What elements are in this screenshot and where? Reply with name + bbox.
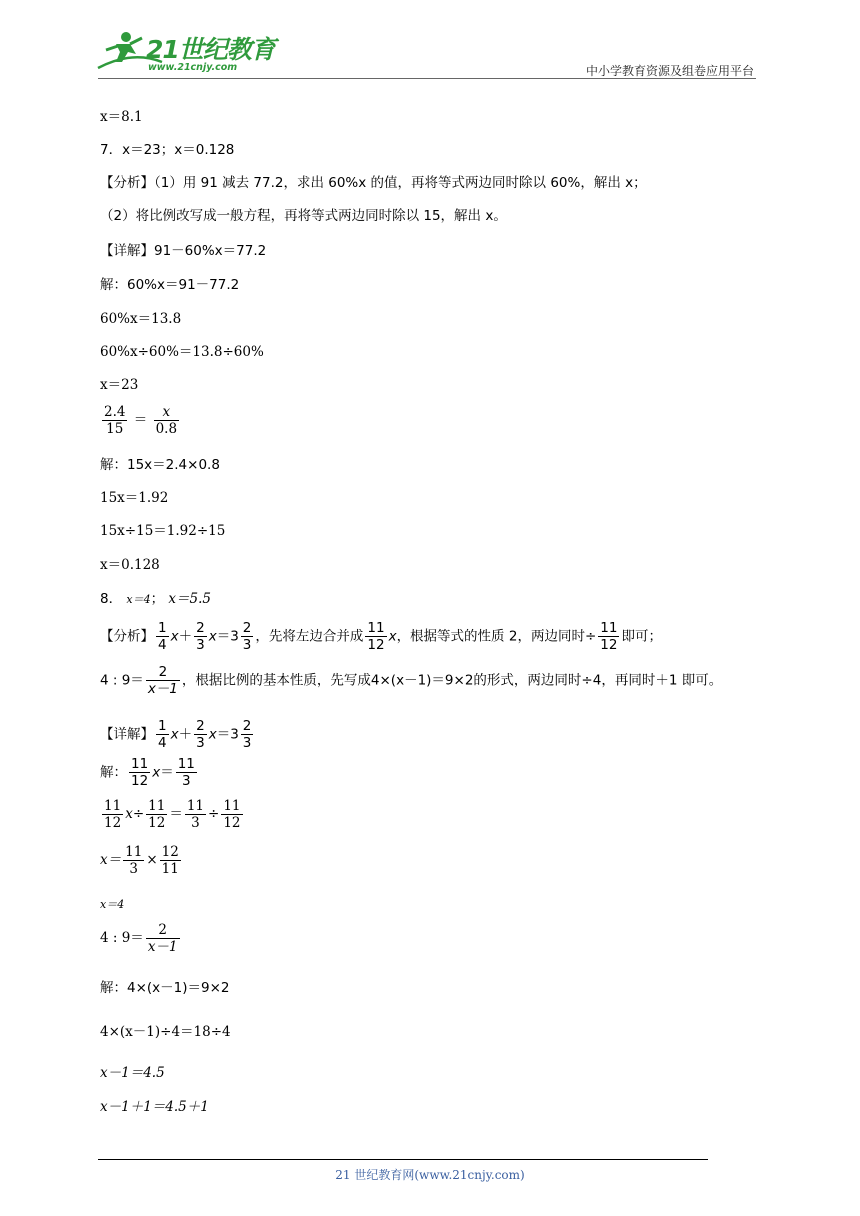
- solution-line: 解：60%x＝91－77.2: [100, 277, 240, 293]
- solution-line: 15x÷15＝1.92÷15: [100, 523, 226, 539]
- detail-line: 【详解】91－60%x＝77.2: [100, 243, 267, 259]
- proportion-equation: $\frac{2.4}{15}$ ＝ $\frac{x}{0.8}$: [104, 404, 178, 437]
- platform-name: 中小学教育资源及组卷应用平台: [585, 64, 754, 78]
- detail-line: 【详解】 $\frac{1}{4}$ x＋ $\frac{2}{3}$ x＝3 $\frac{2}{3}$: [100, 718, 252, 751]
- logo-text: 21世纪教育: [146, 35, 275, 64]
- solution-line: x＝0.128: [100, 557, 160, 573]
- answer-line: 8． x＝4； x＝5.5: [100, 591, 211, 607]
- footer-divider: [98, 1159, 708, 1160]
- analysis-line: 4 : 9＝ $\frac{2}{x-1}$ ，根据比例的基本性质，先写成4×(x－1)＝9×2的形式，两边同时÷4，再同时＋1 即可。: [100, 664, 723, 697]
- fraction: $\frac{x}{0.8}$: [155, 404, 178, 437]
- solution-line: x－1＝4.5: [100, 1065, 165, 1081]
- solution-line: x＝ $\frac{11}{3}$ × $\frac{12}{11}$: [100, 844, 179, 877]
- header-divider: [98, 78, 756, 79]
- solution-line: 4×(x－1)÷4＝18÷4: [100, 1024, 231, 1040]
- proportion-equation: 4 : 9＝ $\frac{2}{x-1}$: [100, 922, 178, 955]
- solution-line: x－1＋1＝4.5＋1: [100, 1099, 209, 1115]
- solution-line: x＝4: [100, 898, 125, 911]
- logo-url: www.21cnjy.com: [148, 62, 238, 73]
- answer-line: x＝8.1: [100, 109, 143, 125]
- solution-line: 15x＝1.92: [100, 490, 169, 506]
- solution-line: 解：15x＝2.4×0.8: [100, 457, 220, 473]
- solution-line: $\frac{11}{12}$ x÷ $\frac{11}{12}$ ＝ $\frac{11}{3}$ ÷ $\frac{11}{12}$: [104, 798, 241, 831]
- solution-line: 60%x＝13.8: [100, 311, 182, 327]
- solution-line: x＝23: [100, 377, 139, 393]
- footer-link[interactable]: 21 世纪教育网(www.21cnjy.com): [335, 1168, 525, 1182]
- analysis-line: （2）将比例改写成一般方程，再将等式两边同时除以 15，解出 x。: [100, 208, 507, 224]
- solution-line: 60%x÷60%＝13.8÷60%: [100, 344, 264, 360]
- analysis-line: 【分析】（1）用 91 减去 77.2，求出 60%x 的值，再将等式两边同时除以 60%，解出 x；: [100, 175, 647, 191]
- solution-line: 解： $\frac{11}{12}$ x＝ $\frac{11}{3}$: [100, 756, 195, 789]
- analysis-line: 【分析】 $\frac{1}{4}$ x＋ $\frac{2}{3}$ x＝3 $\frac{2}{3}$ ，先将左边合并成 $\frac{11}{12}$ x，根据等式的性质 2，两边同时÷ $\frac{11}{12}$ 即可；: [100, 620, 662, 653]
- solution-line: 解：4×(x－1)＝9×2: [100, 980, 230, 996]
- answer-line: 7．x＝23；x＝0.128: [100, 142, 235, 158]
- page-header: [0, 0, 860, 80]
- fraction: $\frac{2.4}{15}$: [104, 404, 126, 437]
